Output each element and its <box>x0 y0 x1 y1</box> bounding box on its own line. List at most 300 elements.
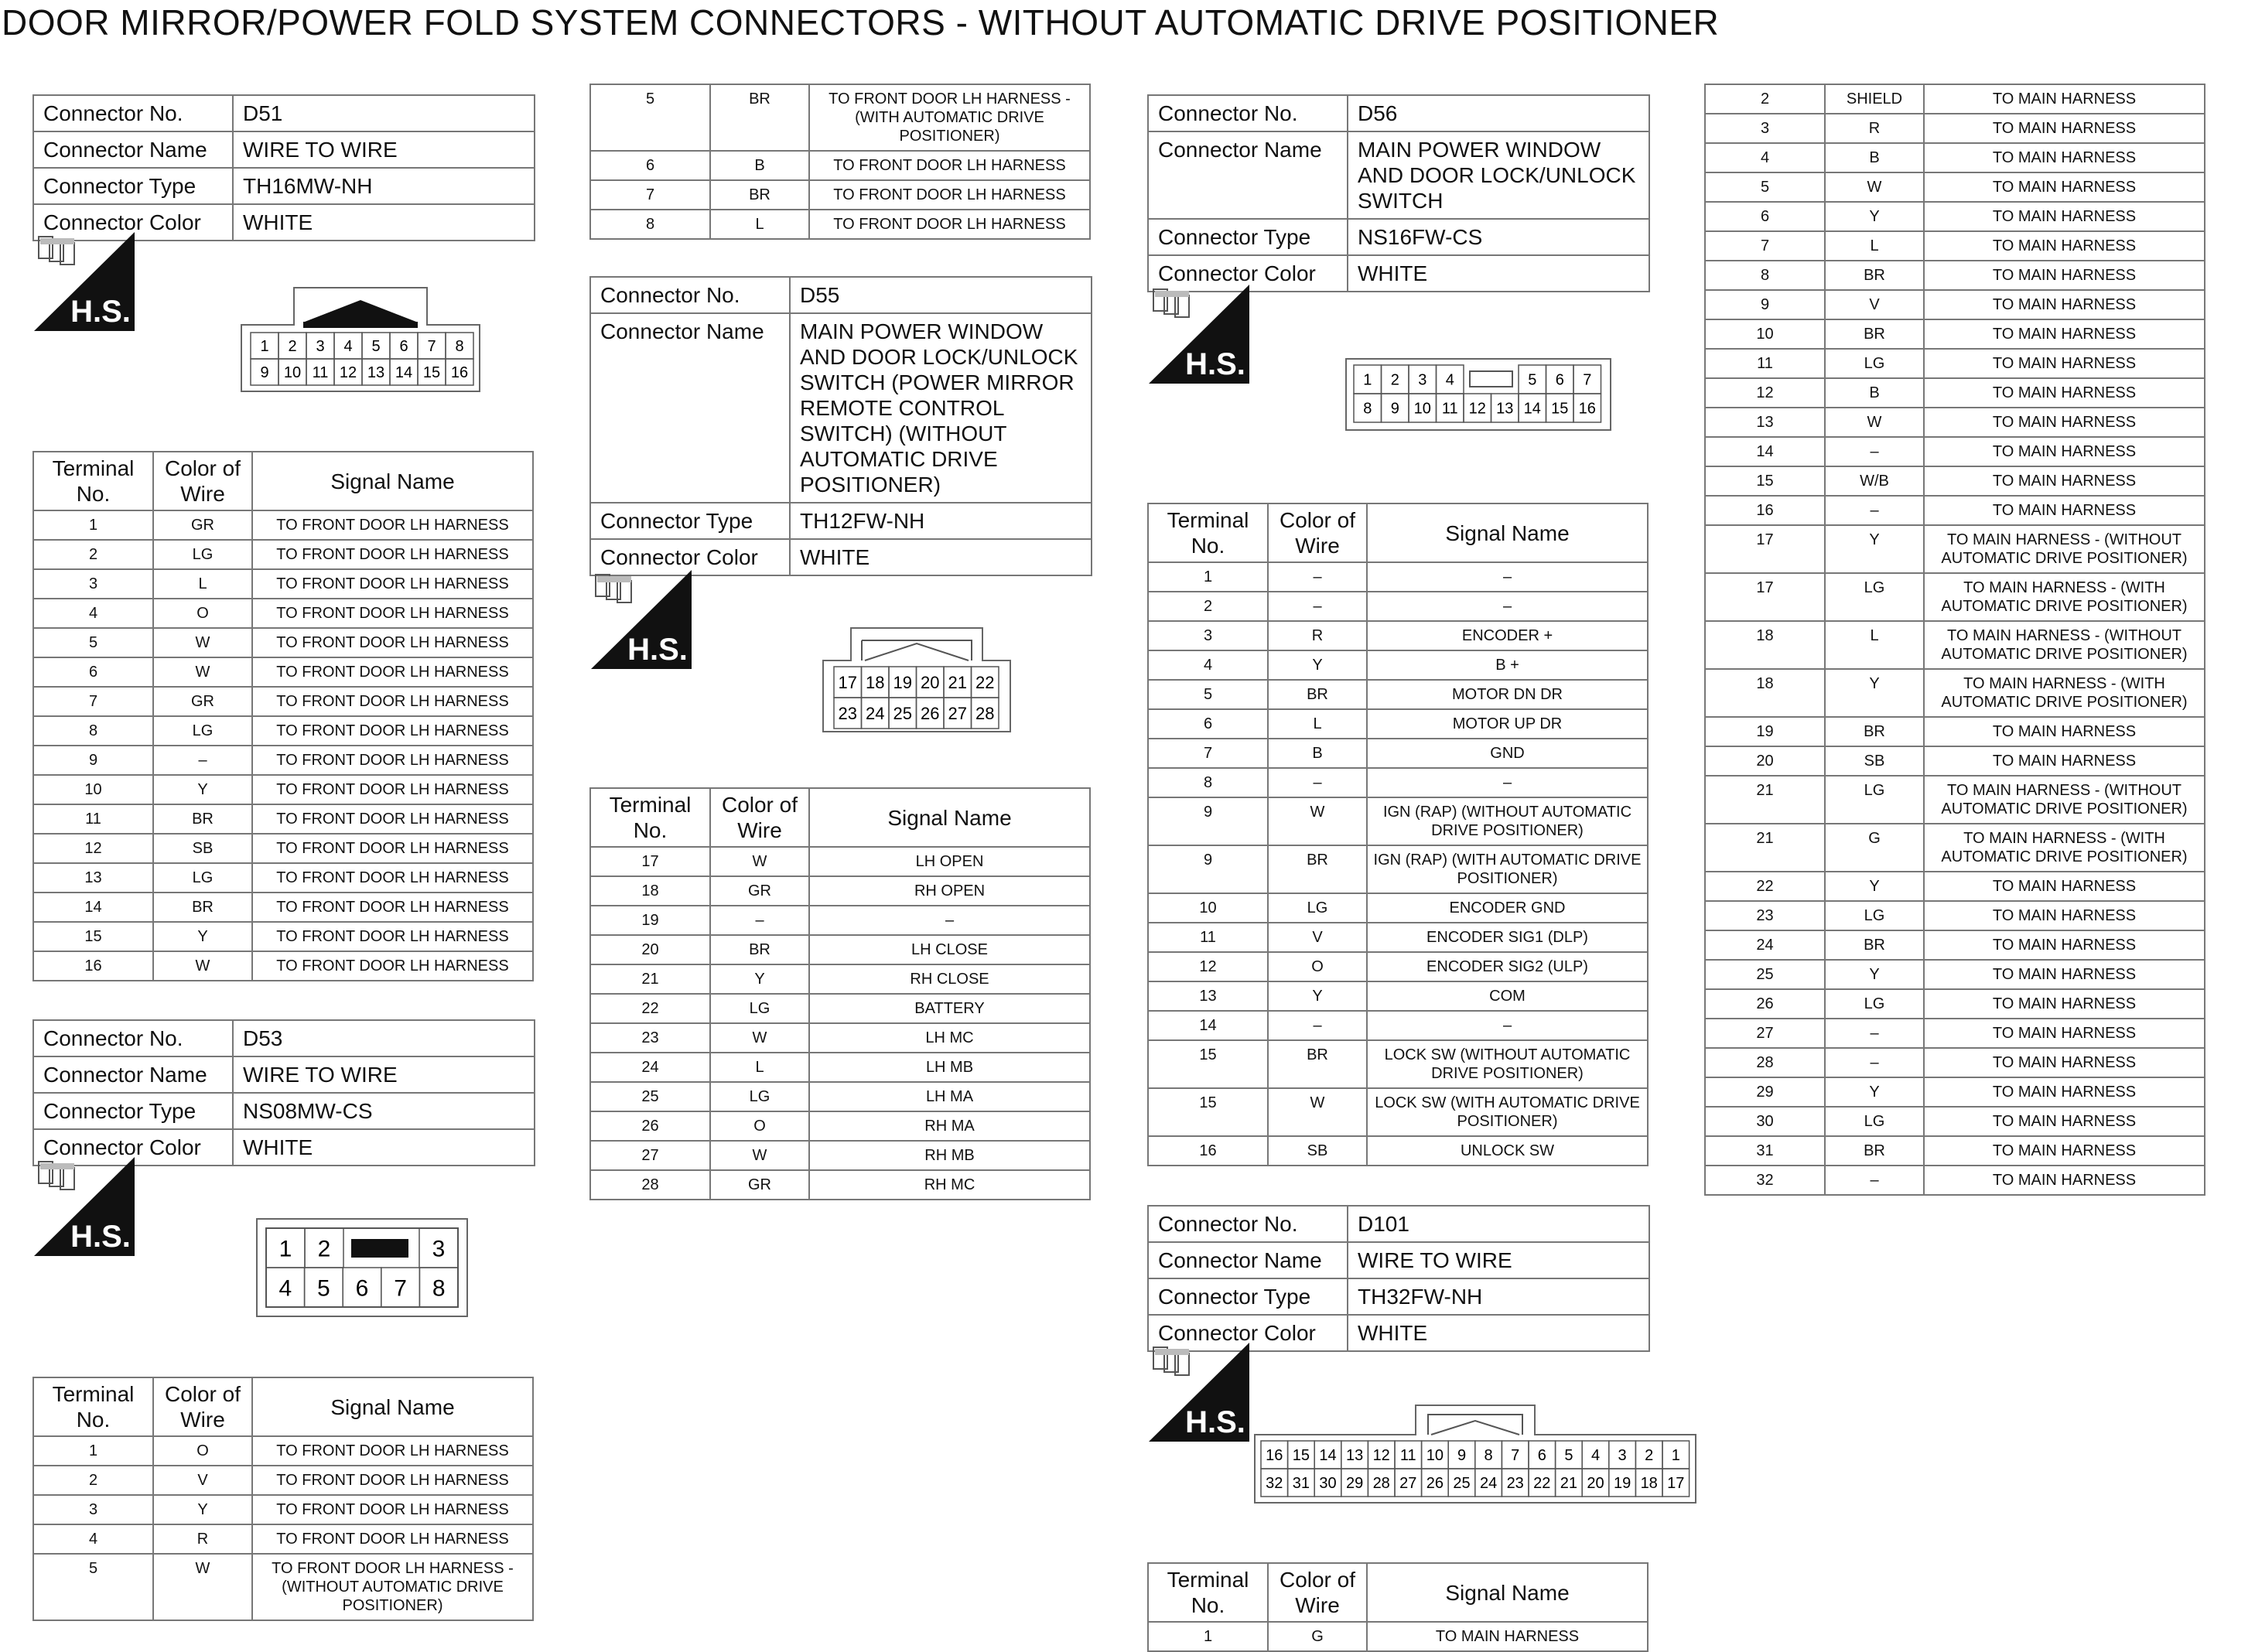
signal-name: TO FRONT DOOR LH HARNESS <box>809 210 1090 239</box>
label-connector-color: Connector Color <box>1148 1315 1348 1351</box>
pin-number: 7 <box>1583 371 1592 389</box>
signal-name: TO MAIN HARNESS <box>1924 1048 2205 1077</box>
terminal-row <box>33 510 533 540</box>
pin-number: 32 <box>1266 1475 1283 1493</box>
pin-number: 7 <box>1511 1447 1520 1465</box>
pin-number: 4 <box>278 1275 292 1302</box>
wire-color: Y <box>1825 872 1924 901</box>
signal-name: TO FRONT DOOR LH HARNESS <box>252 687 533 716</box>
header-signal-name: Signal Name <box>252 452 533 510</box>
terminal-row <box>1705 290 2205 319</box>
label-connector-name: Connector Name <box>590 313 790 503</box>
wire-color: R <box>1268 621 1367 650</box>
terminal-no: 26 <box>590 1111 710 1141</box>
signal-name: TO MAIN HARNESS <box>1924 1077 2205 1107</box>
d51-connector-color: WHITE <box>233 204 535 241</box>
terminal-no: 7 <box>33 687 153 716</box>
wire-color: BR <box>153 893 252 922</box>
signal-name: TO MAIN HARNESS - (WITHOUT AUTOMATIC DRIVE POSITIONER) <box>1924 525 2205 573</box>
pin-number: 25 <box>1453 1475 1471 1493</box>
terminal-no: 12 <box>1148 952 1268 981</box>
wire-color: LG <box>153 716 252 746</box>
terminal-row <box>1705 824 2205 872</box>
signal-name: TO MAIN HARNESS <box>1367 1622 1648 1651</box>
signal-name: TO MAIN HARNESS <box>1924 1019 2205 1048</box>
d101-connector-color: WHITE <box>1348 1315 1649 1351</box>
pin-number: 2 <box>288 338 297 356</box>
signal-name: TO FRONT DOOR LH HARNESS <box>252 628 533 657</box>
pin-number: 29 <box>1345 1475 1364 1493</box>
wire-color: LG <box>153 540 252 569</box>
terminal-row <box>1705 1077 2205 1107</box>
pin-number: 5 <box>1528 371 1537 389</box>
terminal-row <box>1705 349 2205 378</box>
d53-info-table <box>32 1019 535 1166</box>
terminal-row <box>1705 960 2205 989</box>
signal-name: TO MAIN HARNESS <box>1924 408 2205 437</box>
wire-color: – <box>1268 1011 1367 1040</box>
d53-connector-type: NS08MW-CS <box>233 1093 535 1129</box>
terminal-no: 18 <box>590 876 710 906</box>
pin-number: 3 <box>316 338 325 356</box>
header-color-of-wire: Color of Wire <box>153 1377 252 1436</box>
wire-color: SHIELD <box>1825 84 1924 114</box>
pin-number: 16 <box>450 364 469 382</box>
d53-connector-name: WIRE TO WIRE <box>233 1056 535 1093</box>
signal-name: RH MA <box>809 1111 1090 1141</box>
d53-connector-no: D53 <box>233 1020 535 1056</box>
pin-number: 11 <box>1441 400 1458 418</box>
d55-connector-color: WHITE <box>790 539 1092 575</box>
signal-name: TO MAIN HARNESS <box>1924 261 2205 290</box>
terminal-no: 28 <box>590 1170 710 1200</box>
terminal-no: 11 <box>1705 349 1825 378</box>
terminal-row <box>1148 1136 1648 1166</box>
pin-number: 12 <box>1372 1447 1390 1465</box>
signal-name: TO MAIN HARNESS <box>1924 1136 2205 1166</box>
signal-name: – <box>1367 592 1648 621</box>
wire-color: SB <box>153 834 252 863</box>
terminal-no: 5 <box>33 1554 153 1620</box>
label-connector-name: Connector Name <box>1148 131 1348 219</box>
signal-name: ENCODER SIG1 (DLP) <box>1367 923 1648 952</box>
terminal-row <box>1705 669 2205 717</box>
terminal-row <box>1705 872 2205 901</box>
header-color-of-wire: Color of Wire <box>710 788 809 847</box>
wire-color: W <box>1825 172 1924 202</box>
terminal-no: 25 <box>590 1082 710 1111</box>
wire-color: BR <box>1825 319 1924 349</box>
terminal-no: 23 <box>590 1023 710 1053</box>
terminal-no: 13 <box>1705 408 1825 437</box>
terminal-no: 5 <box>1148 680 1268 709</box>
wire-color: W <box>1825 408 1924 437</box>
terminal-no: 20 <box>590 935 710 964</box>
terminal-no: 10 <box>33 775 153 804</box>
svg-text:H.S.: H.S. <box>1185 347 1245 381</box>
wire-color: V <box>1825 290 1924 319</box>
terminal-row <box>1705 143 2205 172</box>
terminal-no: 17 <box>1705 525 1825 573</box>
terminal-row <box>590 84 1090 151</box>
terminal-row <box>1705 776 2205 824</box>
wire-color: Y <box>153 775 252 804</box>
wire-color: W <box>153 657 252 687</box>
signal-name: ENCODER SIG2 (ULP) <box>1367 952 1648 981</box>
terminal-row <box>1705 114 2205 143</box>
hs-icon <box>32 1155 135 1260</box>
label-connector-name: Connector Name <box>1148 1242 1348 1278</box>
wire-color: – <box>1825 437 1924 466</box>
terminal-row <box>33 1466 533 1495</box>
terminal-no: 2 <box>1148 592 1268 621</box>
label-connector-color: Connector Color <box>1148 255 1348 292</box>
wire-color: GR <box>153 687 252 716</box>
wire-color: BR <box>710 180 809 210</box>
pin-number: 5 <box>1564 1447 1573 1465</box>
terminal-no: 16 <box>1148 1136 1268 1166</box>
pin-number: 28 <box>1372 1475 1390 1493</box>
signal-name: UNLOCK SW <box>1367 1136 1648 1166</box>
signal-name: LOCK SW (WITHOUT AUTOMATIC DRIVE POSITIONER) <box>1367 1040 1648 1088</box>
d101-connector-face <box>1253 1404 1697 1506</box>
terminal-no: 24 <box>1705 930 1825 960</box>
signal-name: TO FRONT DOOR LH HARNESS <box>252 1436 533 1466</box>
wire-color: Y <box>153 922 252 951</box>
terminal-no: 19 <box>590 906 710 935</box>
terminal-no: 1 <box>33 1436 153 1466</box>
signal-name: TO FRONT DOOR LH HARNESS <box>252 746 533 775</box>
pin-number: 6 <box>1555 371 1564 389</box>
header-terminal-no: Terminal No. <box>590 788 710 847</box>
d55-connector-face <box>822 626 1012 735</box>
signal-name: LH MB <box>809 1053 1090 1082</box>
wire-color: L <box>153 569 252 599</box>
terminal-no: 32 <box>1705 1166 1825 1195</box>
terminal-row <box>33 657 533 687</box>
terminal-no: 9 <box>1148 845 1268 893</box>
pin-number: 13 <box>367 364 385 382</box>
pin-number: 12 <box>339 364 357 382</box>
pin-number: 21 <box>1560 1475 1578 1493</box>
terminal-no: 3 <box>1148 621 1268 650</box>
terminal-no: 6 <box>590 151 710 180</box>
label-connector-color: Connector Color <box>33 1129 233 1166</box>
header-signal-name: Signal Name <box>809 788 1090 847</box>
signal-name: TO MAIN HARNESS <box>1924 1107 2205 1136</box>
wire-color: LG <box>1268 893 1367 923</box>
terminal-row <box>33 775 533 804</box>
signal-name: TO MAIN HARNESS - (WITH AUTOMATIC DRIVE POSITIONER) <box>1924 824 2205 872</box>
pin-number: 13 <box>1496 400 1514 418</box>
wire-color: LG <box>1825 989 1924 1019</box>
signal-name: – <box>1367 768 1648 797</box>
signal-name: TO FRONT DOOR LH HARNESS <box>252 716 533 746</box>
terminal-no: 17 <box>590 847 710 876</box>
signal-name: TO MAIN HARNESS <box>1924 202 2205 231</box>
d51-connector-face <box>240 286 481 394</box>
wire-color: Y <box>1825 960 1924 989</box>
d53-connector-color: WHITE <box>233 1129 535 1166</box>
pin-number: 6 <box>399 338 408 356</box>
terminal-no: 23 <box>1705 901 1825 930</box>
pin-number: 20 <box>1587 1475 1604 1493</box>
header-terminal-no: Terminal No. <box>33 1377 153 1436</box>
signal-name: LH MC <box>809 1023 1090 1053</box>
wire-color: BR <box>1825 261 1924 290</box>
pin-number: 9 <box>1390 400 1399 418</box>
header-color-of-wire: Color of Wire <box>1268 1563 1367 1622</box>
terminal-no: 21 <box>590 964 710 994</box>
d55-connector-no: D55 <box>790 277 1092 313</box>
pin-number: 30 <box>1319 1475 1337 1493</box>
pin-number: 27 <box>1399 1475 1417 1493</box>
label-connector-type: Connector Type <box>590 503 790 539</box>
terminal-no: 16 <box>33 951 153 981</box>
terminal-no: 2 <box>33 540 153 569</box>
pin-number: 10 <box>1413 400 1431 418</box>
signal-name: LOCK SW (WITH AUTOMATIC DRIVE POSITIONER) <box>1367 1088 1648 1136</box>
d56-info-table <box>1147 94 1650 292</box>
pin-number: 25 <box>893 703 912 723</box>
pin-number: 6 <box>355 1275 369 1302</box>
terminal-row <box>590 1141 1090 1170</box>
d101-connector-type: TH32FW-NH <box>1348 1278 1649 1315</box>
terminal-row <box>1705 1107 2205 1136</box>
signal-name: MOTOR DN DR <box>1367 680 1648 709</box>
signal-name: TO MAIN HARNESS <box>1924 872 2205 901</box>
terminal-row <box>33 863 533 893</box>
signal-name: TO FRONT DOOR LH HARNESS <box>252 599 533 628</box>
wire-color: – <box>153 746 252 775</box>
signal-name: – <box>1367 562 1648 592</box>
svg-text:H.S.: H.S. <box>627 633 688 667</box>
pin-number: 11 <box>1399 1447 1416 1465</box>
pin-number: 22 <box>1533 1475 1551 1493</box>
terminal-no: 21 <box>1705 776 1825 824</box>
signal-name: TO MAIN HARNESS <box>1924 231 2205 261</box>
signal-name: MOTOR UP DR <box>1367 709 1648 739</box>
terminal-row <box>590 210 1090 239</box>
pin-number: 24 <box>1479 1475 1498 1493</box>
terminal-no: 10 <box>1148 893 1268 923</box>
terminal-no: 10 <box>1705 319 1825 349</box>
wire-color: LG <box>1825 573 1924 621</box>
terminal-no: 29 <box>1705 1077 1825 1107</box>
d51-connector-no: D51 <box>233 95 535 131</box>
wire-color: W <box>153 1554 252 1620</box>
terminal-no: 3 <box>33 1495 153 1524</box>
wire-color: BR <box>710 84 809 151</box>
wire-color: BR <box>1825 1136 1924 1166</box>
terminal-no: 4 <box>33 1524 153 1554</box>
signal-name: BATTERY <box>809 994 1090 1023</box>
pin-number: 4 <box>1590 1447 1601 1465</box>
terminal-no: 15 <box>1148 1088 1268 1136</box>
pin-number: 17 <box>838 672 857 692</box>
pin-number: 4 <box>343 338 353 356</box>
pin-number: 10 <box>1426 1447 1444 1465</box>
label-connector-color: Connector Color <box>33 204 233 241</box>
terminal-row <box>33 540 533 569</box>
terminal-no: 1 <box>33 510 153 540</box>
d101-terminal-table-continued <box>1704 84 2205 1196</box>
terminal-no: 27 <box>1705 1019 1825 1048</box>
header-terminal-no: Terminal No. <box>33 452 153 510</box>
terminal-no: 11 <box>1148 923 1268 952</box>
d56-connector-name: MAIN POWER WINDOW AND DOOR LOCK/UNLOCK SWITCH <box>1348 131 1649 219</box>
pin-number: 2 <box>1390 371 1399 389</box>
wire-color: LG <box>153 863 252 893</box>
wire-color: L <box>1268 709 1367 739</box>
d56-terminal-table <box>1147 503 1649 1166</box>
wire-color: L <box>710 210 809 239</box>
terminal-no: 13 <box>1148 981 1268 1011</box>
d51-terminal-table <box>32 451 534 981</box>
terminal-no: 30 <box>1705 1107 1825 1136</box>
signal-name: TO MAIN HARNESS <box>1924 319 2205 349</box>
signal-name: TO FRONT DOOR LH HARNESS <box>252 569 533 599</box>
terminal-no: 11 <box>33 804 153 834</box>
terminal-no: 17 <box>1705 573 1825 621</box>
wire-color: BR <box>1268 680 1367 709</box>
d56-connector-no: D56 <box>1348 95 1649 131</box>
terminal-row <box>1148 739 1648 768</box>
wire-color: V <box>153 1466 252 1495</box>
terminal-no: 20 <box>1705 746 1825 776</box>
wire-color: L <box>710 1053 809 1082</box>
d101-terminal-table <box>1147 1562 1649 1652</box>
wire-color: GR <box>710 1170 809 1200</box>
terminal-no: 12 <box>1705 378 1825 408</box>
pin-number: 26 <box>921 703 940 723</box>
terminal-row <box>1148 680 1648 709</box>
wire-color: O <box>1268 952 1367 981</box>
wire-color: W <box>153 628 252 657</box>
hs-icon <box>32 230 135 335</box>
terminal-row <box>590 1170 1090 1200</box>
terminal-row <box>1705 466 2205 496</box>
signal-name: TO MAIN HARNESS <box>1924 496 2205 525</box>
pin-number: 2 <box>317 1236 331 1262</box>
pin-number: 12 <box>1468 400 1486 418</box>
terminal-row <box>33 1436 533 1466</box>
terminal-row <box>1148 952 1648 981</box>
signal-name: TO MAIN HARNESS <box>1924 290 2205 319</box>
wire-color: B <box>1268 739 1367 768</box>
signal-name: IGN (RAP) (WITHOUT AUTOMATIC DRIVE POSITIONER) <box>1367 797 1648 845</box>
signal-name: TO FRONT DOOR LH HARNESS <box>252 540 533 569</box>
d53-terminal-table-continued <box>589 84 1091 240</box>
pin-number: 8 <box>1484 1447 1493 1465</box>
signal-name: TO FRONT DOOR LH HARNESS <box>252 951 533 981</box>
terminal-no: 4 <box>1705 143 1825 172</box>
svg-text:H.S.: H.S. <box>1185 1405 1245 1439</box>
signal-name: TO FRONT DOOR LH HARNESS <box>809 180 1090 210</box>
wire-color: L <box>1825 621 1924 669</box>
pin-number: 27 <box>948 703 967 723</box>
terminal-no: 7 <box>1148 739 1268 768</box>
wire-color: Y <box>710 964 809 994</box>
terminal-no: 7 <box>590 180 710 210</box>
pin-number: 3 <box>432 1236 446 1262</box>
signal-name: LH MA <box>809 1082 1090 1111</box>
wire-color: B <box>1825 378 1924 408</box>
wire-color: G <box>1825 824 1924 872</box>
terminal-row <box>1705 901 2205 930</box>
terminal-no: 5 <box>590 84 710 151</box>
terminal-row <box>1705 573 2205 621</box>
terminal-no: 15 <box>33 922 153 951</box>
wire-color: B <box>710 151 809 180</box>
terminal-row <box>1148 845 1648 893</box>
wire-color: BR <box>1268 845 1367 893</box>
hs-icon <box>589 568 692 673</box>
wire-color: – <box>710 906 809 935</box>
d55-connector-type: TH12FW-NH <box>790 503 1092 539</box>
terminal-no: 3 <box>33 569 153 599</box>
connector-key <box>1470 371 1512 387</box>
pin-number: 5 <box>371 338 381 356</box>
signal-name: TO FRONT DOOR LH HARNESS <box>252 1524 533 1554</box>
signal-name: TO MAIN HARNESS <box>1924 349 2205 378</box>
signal-name: LH OPEN <box>809 847 1090 876</box>
d56-connector-face <box>1344 357 1612 432</box>
pin-number: 1 <box>278 1236 292 1262</box>
wire-color: BR <box>710 935 809 964</box>
pin-number: 14 <box>1319 1447 1337 1465</box>
header-signal-name: Signal Name <box>252 1377 533 1436</box>
d53-connector-face <box>255 1217 469 1318</box>
terminal-no: 8 <box>1705 261 1825 290</box>
terminal-row <box>1705 1136 2205 1166</box>
terminal-no: 15 <box>1705 466 1825 496</box>
wire-color: LG <box>710 994 809 1023</box>
pin-number: 31 <box>1292 1475 1310 1493</box>
signal-name: TO FRONT DOOR LH HARNESS <box>252 893 533 922</box>
wire-color: LG <box>710 1082 809 1111</box>
label-connector-no: Connector No. <box>1148 95 1348 131</box>
d55-terminal-table <box>589 787 1091 1200</box>
terminal-no: 6 <box>33 657 153 687</box>
terminal-row <box>33 746 533 775</box>
terminal-no: 8 <box>590 210 710 239</box>
terminal-row <box>1705 746 2205 776</box>
terminal-row <box>1705 1048 2205 1077</box>
label-connector-type: Connector Type <box>33 168 233 204</box>
terminal-row <box>1148 592 1648 621</box>
pin-number: 4 <box>1445 371 1454 389</box>
wire-color: BR <box>153 804 252 834</box>
pin-number: 23 <box>838 703 857 723</box>
pin-number: 14 <box>1523 400 1541 418</box>
page-title: DOOR MIRROR/POWER FOLD SYSTEM CONNECTORS - WITHOUT AUTOMATIC DRIVE POSITIONER <box>2 2 1720 43</box>
signal-name: ENCODER + <box>1367 621 1648 650</box>
pin-number: 7 <box>427 338 436 356</box>
d101-connector-name: WIRE TO WIRE <box>1348 1242 1649 1278</box>
terminal-no: 6 <box>1148 709 1268 739</box>
signal-name: TO MAIN HARNESS - (WITH AUTOMATIC DRIVE POSITIONER) <box>1924 669 2205 717</box>
terminal-no: 8 <box>33 716 153 746</box>
label-connector-type: Connector Type <box>1148 1278 1348 1315</box>
d53-terminal-table <box>32 1377 534 1621</box>
signal-name: RH CLOSE <box>809 964 1090 994</box>
terminal-row <box>1148 1040 1648 1088</box>
terminal-no: 22 <box>1705 872 1825 901</box>
header-signal-name: Signal Name <box>1367 1563 1648 1622</box>
pin-number: 1 <box>1363 371 1372 389</box>
terminal-no: 8 <box>1148 768 1268 797</box>
